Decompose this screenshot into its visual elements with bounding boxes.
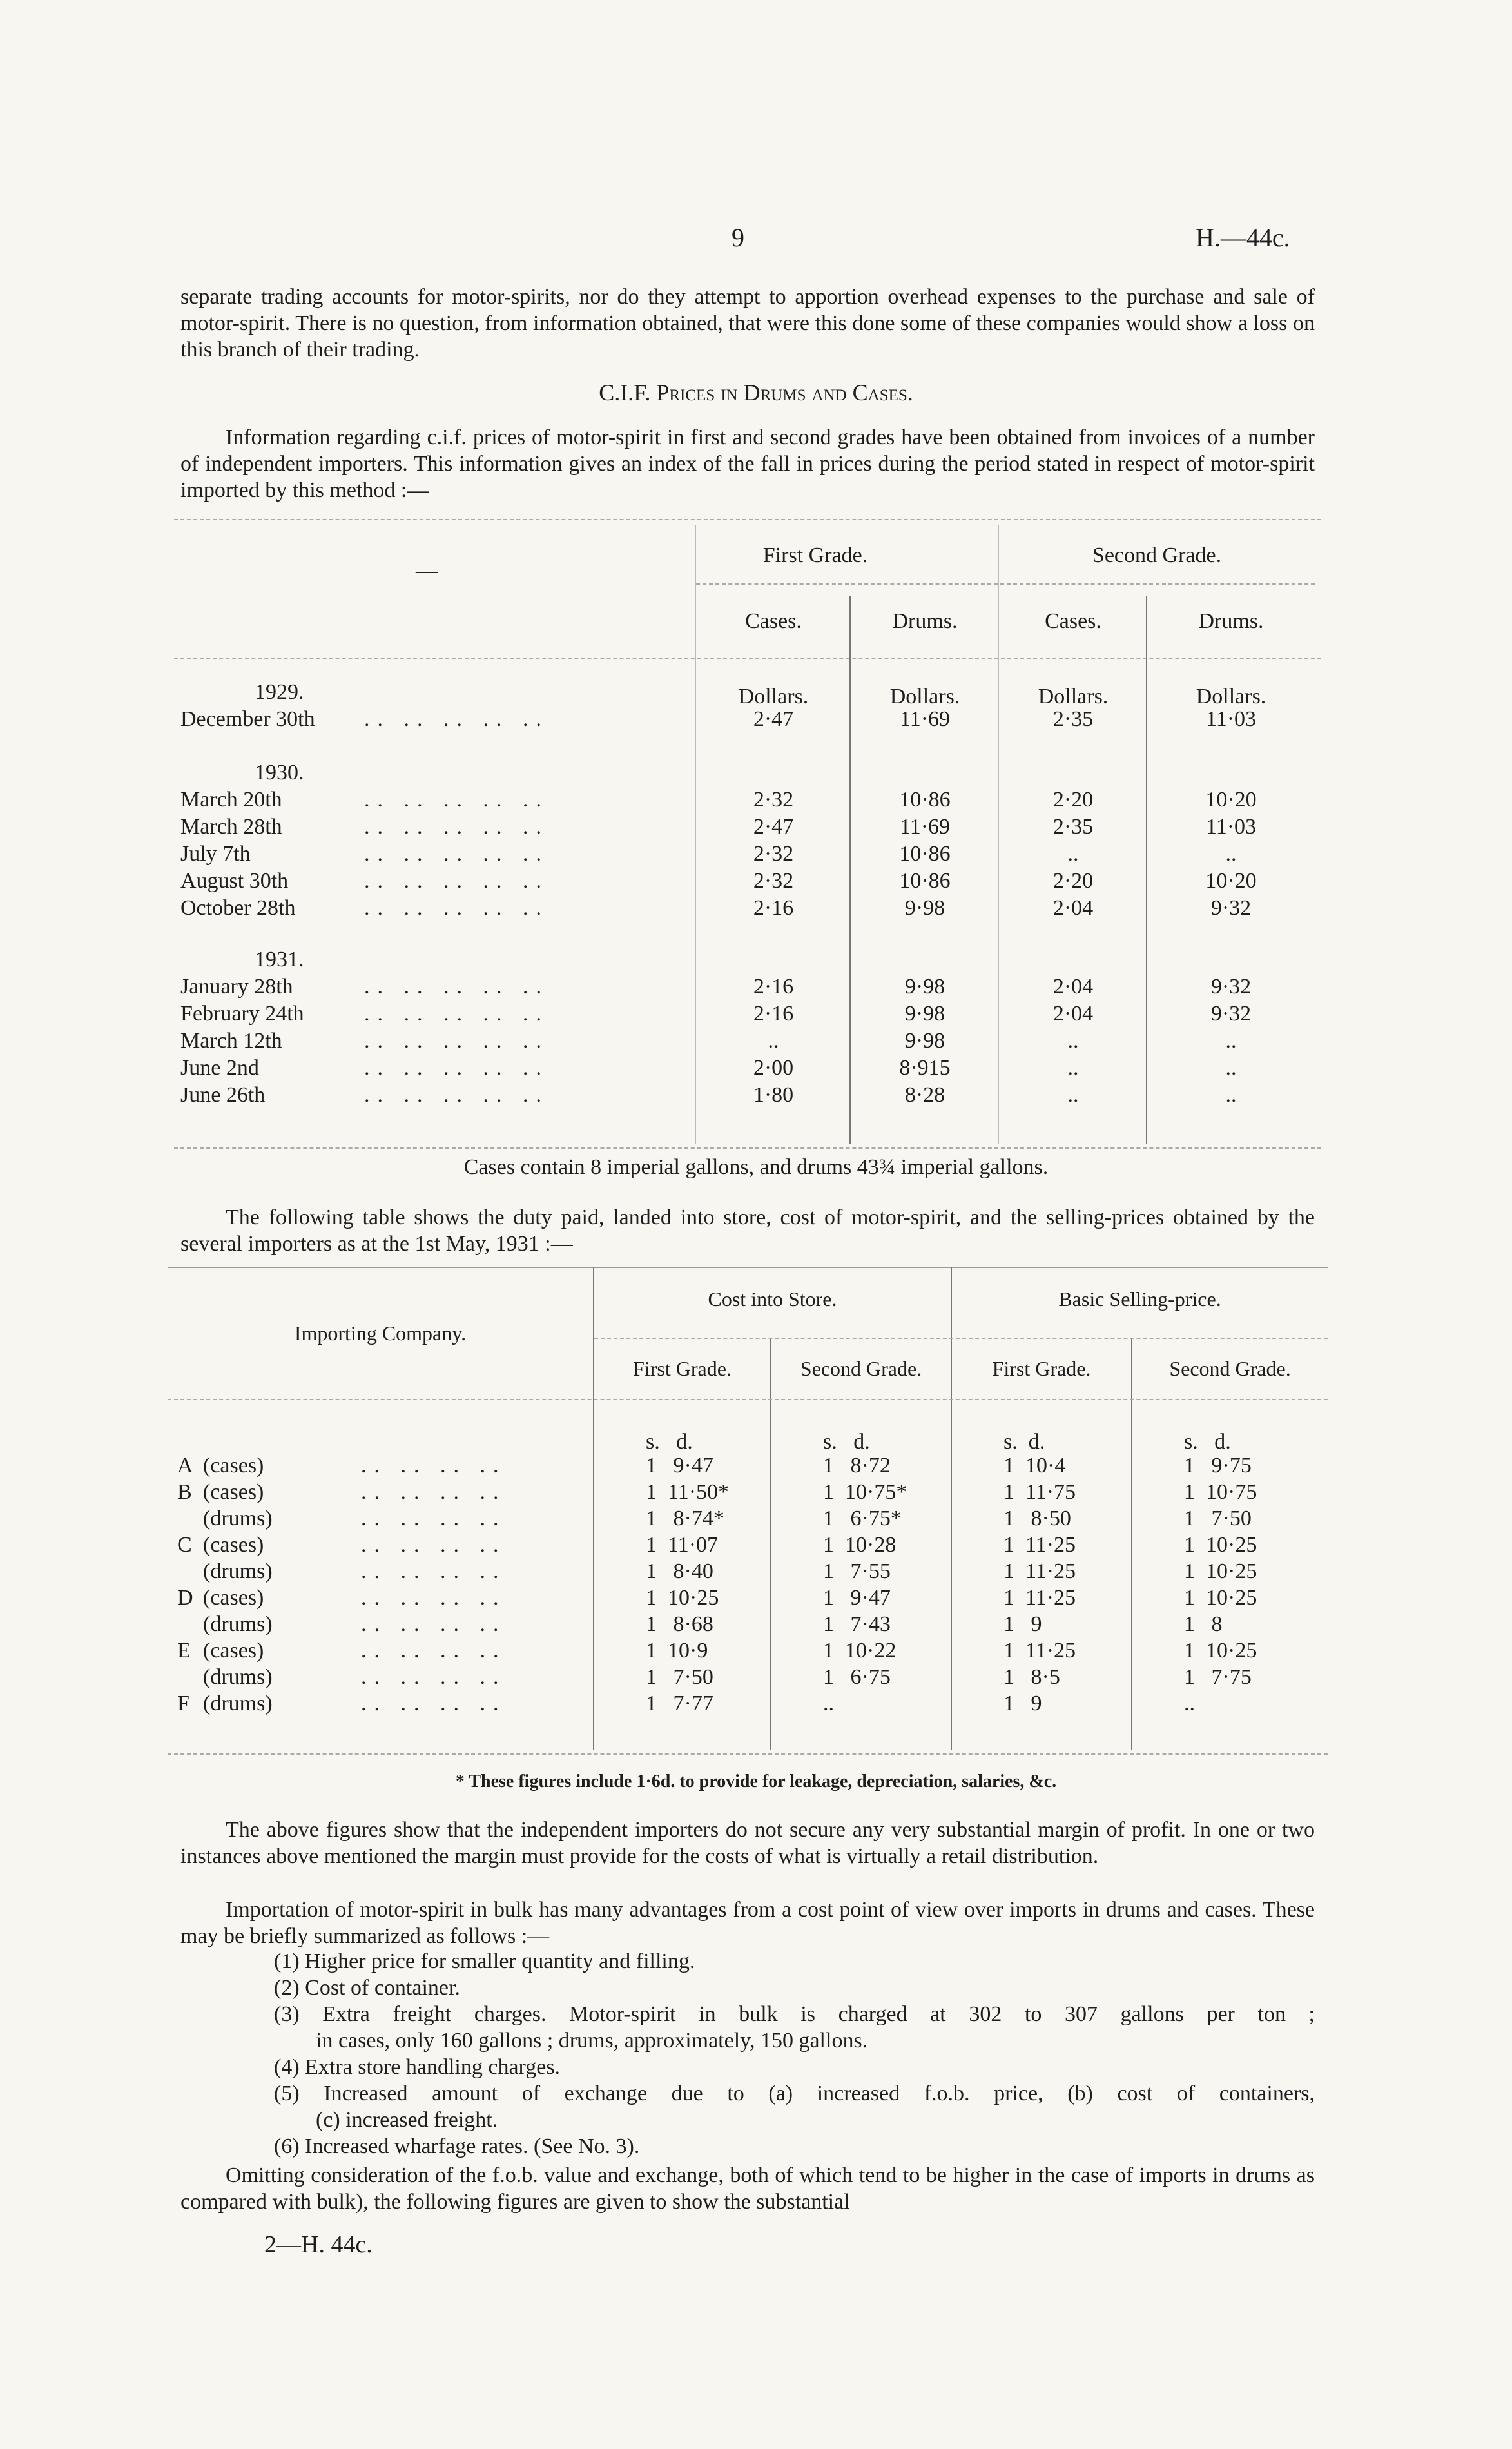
cell-value: 1 11·25 [1003,1533,1076,1557]
table2-group-header-selling: Basic Selling-price. [1058,1287,1221,1311]
table-row [180,1056,1321,1083]
cell-value: 1 8·72 [823,1454,891,1478]
cell-value: 1 8·5 [1003,1665,1060,1689]
cell-value: 10·86 [899,842,951,866]
cell-value: 1 7·77 [646,1692,713,1715]
leader-dots: .. .. .. .. [361,1507,507,1530]
row-label: February 24th [180,1002,304,1026]
leader-dots: .. .. .. .. .. [364,707,549,731]
intro-paragraph: separate trading accounts for motor-spirits, nor do they attempt to apportion overhead expenses to the purchase and sale of motor-spirit. There is no question, from information obtained, that were this done some of these companies would show a loss on this branch of their trading. [180,285,1315,362]
cell-value: .. [1067,1056,1079,1080]
leader-dots: .. .. .. .. [361,1665,507,1689]
row-label: March 28th [180,815,282,839]
list-item: (4) Extra store handling charges. [274,2055,561,2079]
table2-unit: s. d. [646,1430,693,1454]
table-row [180,1083,1321,1110]
cell-value: 1 9 [1003,1612,1042,1636]
cell-value: 1 6·75 [823,1665,891,1689]
list-item: (3) Extra freight charges. Motor-spirit in bulk is charged at 302 to 307 gallons per ton ; [274,2002,1315,2026]
cif-price-table [174,519,1321,1151]
cell-value: 8·28 [904,1083,945,1107]
table-row [168,1612,1328,1639]
leader-dots: .. .. .. .. .. [364,788,549,812]
cell-value: 1 9 [1003,1692,1042,1715]
cell-value: .. [1184,1692,1195,1715]
leader-dots: .. .. .. .. [361,1559,507,1583]
cell-value: 2·20 [1052,869,1094,893]
table1-group-header-first-grade: First Grade. [762,543,868,567]
leader-dots: .. .. .. .. .. [364,1029,549,1053]
leader-dots: .. .. .. .. .. [364,975,549,999]
table-row [168,1639,1328,1665]
table2-unit: s. d. [1184,1430,1231,1454]
cell-value: .. [1067,1029,1079,1053]
cell-value: 1 10·75* [823,1480,907,1504]
cell-value: 1 8 [1184,1612,1223,1636]
table-row [168,1559,1328,1586]
cell-value: 1 11·25 [1003,1586,1076,1610]
leader-dots: .. .. .. .. [361,1480,507,1504]
stub-dash: — [416,559,438,583]
table1-header-drums-1: Drums. [892,609,958,633]
cell-value: 9·32 [1210,1002,1252,1026]
leader-dots: .. .. .. .. .. [364,896,549,920]
cell-value: 1 10·4 [1003,1454,1066,1478]
leader-dots: .. .. .. .. [361,1454,507,1478]
package-kind: (drums) [203,1507,273,1530]
leader-dots: .. .. .. .. .. [364,869,549,893]
leader-dots: .. .. .. .. [361,1533,507,1557]
company-letter: E [177,1639,191,1663]
cell-value: 9·98 [904,1029,945,1053]
table-row [168,1692,1328,1718]
package-kind: (cases) [203,1586,264,1610]
cell-value: 2·04 [1052,1002,1094,1026]
table1-header-drums-2: Drums. [1198,609,1264,633]
cell-value: 1 10·25 [1184,1559,1257,1583]
table-row [180,1029,1321,1056]
year-heading-1929: 1929. [255,680,304,704]
cell-value: 1 10·22 [823,1639,897,1663]
page-number: 9 [732,223,744,252]
list-item-continuation: (c) increased freight. [316,2108,498,2132]
row-label: December 30th [180,707,315,731]
table-row [168,1586,1328,1612]
cell-value: 2·32 [753,842,794,866]
cell-value: 1 11·50* [646,1480,730,1504]
leader-dots: .. .. .. .. .. [364,1083,549,1107]
company-letter: F [177,1692,189,1715]
cell-value: 11·69 [899,707,951,731]
package-kind: (drums) [203,1692,273,1715]
leader-dots: .. .. .. .. [361,1639,507,1663]
cell-value: 1 7·75 [1184,1665,1252,1689]
cell-value: 9·32 [1210,896,1252,920]
cell-value: 2·35 [1052,707,1094,731]
table-row [168,1507,1328,1533]
cell-value: .. [823,1692,834,1715]
table-row [180,869,1321,896]
cell-value: 2·16 [753,975,794,999]
row-label: August 30th [180,869,289,893]
cell-value: 1 10·75 [1184,1480,1257,1504]
table2-group-header-cost: Cost into Store. [708,1287,837,1311]
selling-price-paragraph: The following table shows the duty paid, landed into store, cost of motor-spirit, and the selling-prices obtained by the several importers as at the 1st May, 1931 :— [180,1205,1315,1256]
table2-sub-header: First Grade. [633,1357,732,1380]
row-label: June 26th [180,1083,266,1107]
package-kind: (cases) [203,1533,264,1557]
company-letter: C [177,1533,192,1557]
bulk-import-paragraph: Importation of motor-spirit in bulk has many advantages from a cost point of view over imports in drums and cases. These may be briefly summarized as follows :— [180,1898,1315,1948]
table-row [168,1480,1328,1507]
leader-dots: .. .. .. .. [361,1586,507,1610]
cell-value: 2·16 [753,896,794,920]
cell-value: 10·20 [1205,788,1257,812]
cell-value: 2·47 [753,707,794,731]
cell-value: 1 8·40 [646,1559,713,1583]
table1-unit: Dollars. [1038,685,1109,708]
cell-value: 2·04 [1052,896,1094,920]
list-item-continuation: in cases, only 160 gallons ; drums, approximately, 150 gallons. [316,2029,868,2053]
cell-value: 1·80 [753,1083,794,1107]
company-letter: D [177,1586,193,1610]
package-kind: (cases) [203,1639,264,1663]
package-kind: (drums) [203,1612,273,1636]
company-letter: A [177,1454,193,1478]
cell-value: 1 11·75 [1003,1480,1076,1504]
cell-value: 10·86 [899,788,951,812]
cell-value: 11·69 [899,815,951,839]
signature-mark: 2—H. 44c. [264,2231,373,2258]
cell-value: .. [1067,1083,1079,1107]
table-row [180,707,1321,734]
cell-value: 10·86 [899,869,951,893]
list-item: (2) Cost of container. [274,1976,460,2000]
table2-unit: s. d. [823,1430,870,1454]
row-label: June 2nd [180,1056,259,1080]
cell-value: 1 10·25 [1184,1533,1257,1557]
cell-value: .. [1067,842,1079,866]
cell-value: 9·98 [904,1002,945,1026]
package-kind: (cases) [203,1454,264,1478]
leader-dots: .. .. .. .. .. [364,842,549,866]
cell-value: .. [768,1029,779,1053]
table2-footnote: * These figures include 1·6d. to provide for leakage, depreciation, salaries, &c. [455,1771,1057,1791]
document-reference: H.—44c. [1196,223,1290,252]
cell-value: 1 8·68 [646,1612,713,1636]
package-kind: (drums) [203,1559,273,1583]
cell-value: 1 11·07 [646,1533,719,1557]
cell-value: 11·03 [1205,815,1257,839]
cell-value: 11·03 [1205,707,1257,731]
cell-value: 1 10·25 [646,1586,719,1610]
leader-dots: .. .. .. .. [361,1692,507,1715]
leader-dots: .. .. .. .. .. [364,1056,549,1080]
list-item: (6) Increased wharfage rates. (See No. 3). [274,2134,640,2158]
cell-value: 9·32 [1210,975,1252,999]
cell-value: 8·915 [899,1056,951,1080]
table1-unit: Dollars. [1196,685,1266,708]
cell-value: 1 9·47 [646,1454,713,1478]
table-row [168,1665,1328,1692]
leader-dots: .. .. .. .. .. [364,815,549,839]
cell-value: 1 9·75 [1184,1454,1252,1478]
cell-value: 9·98 [904,896,945,920]
section-heading-cif-prices: C.I.F. Prices in Drums and Cases. [599,380,913,405]
year-heading-1931: 1931. [255,948,304,971]
package-kind: (cases) [203,1480,264,1504]
row-label: January 28th [180,975,293,999]
table-row [180,975,1321,1002]
cell-value: 1 8·50 [1003,1507,1071,1530]
cell-value: 1 7·55 [823,1559,891,1583]
cell-value: .. [1225,842,1237,866]
row-label: March 20th [180,788,282,812]
cell-value: 10·20 [1205,869,1257,893]
cell-value: .. [1225,1056,1237,1080]
cell-value: 2·00 [753,1056,794,1080]
leader-dots: .. .. .. .. [361,1612,507,1636]
table2-unit: s. d. [1003,1430,1045,1454]
company-letter: B [177,1480,192,1504]
closing-paragraph: Omitting consideration of the f.o.b. value and exchange, both of which tend to be higher in the case of imports in drums as compared with bulk), the following figures are given to show the substantial [180,2163,1315,2214]
cell-value: 1 10·28 [823,1533,897,1557]
table-row [180,815,1321,842]
table-row [180,896,1321,923]
cell-value: 2·16 [753,1002,794,1026]
cell-value: 2·04 [1052,975,1094,999]
cell-value: 1 11·25 [1003,1559,1076,1583]
table2-sub-header: First Grade. [992,1357,1091,1380]
cell-value: 1 7·50 [1184,1507,1252,1530]
cell-value: 2·32 [753,869,794,893]
table-row [180,788,1321,815]
cell-value: 1 7·43 [823,1612,891,1636]
cell-value: 1 11·25 [1003,1639,1076,1663]
table-row [168,1454,1328,1480]
row-label: March 12th [180,1029,282,1053]
cell-value: 2·32 [753,788,794,812]
cell-value: .. [1225,1083,1237,1107]
table1-footnote: Cases contain 8 imperial gallons, and drums 43¾ imperial gallons. [463,1155,1049,1179]
cell-value: 1 10·25 [1184,1586,1257,1610]
year-heading-1930: 1930. [255,761,304,785]
cell-value: 2·35 [1052,815,1094,839]
cell-value: 9·98 [904,975,945,999]
table-row [180,1002,1321,1029]
cell-value: 1 6·75* [823,1507,902,1530]
cell-value: 1 9·47 [823,1586,891,1610]
table1-group-header-second-grade: Second Grade. [1092,543,1222,567]
cell-value: 2·47 [753,815,794,839]
table1-unit: Dollars. [738,685,809,708]
list-item: (5) Increased amount of exchange due to (a) increased f.o.b. price, (b) cost of containers, [274,2082,1315,2105]
cif-prices-paragraph: Information regarding c.i.f. prices of motor-spirit in first and second grades have been obtained from invoices of a number of independent importers. This information gives an index of the fall in prices during the period stated in respect of motor-spirit imported by this method :— [180,425,1315,502]
table-row [180,842,1321,869]
cell-value: .. [1225,1029,1237,1053]
margin-paragraph: The above figures show that the independent importers do not secure any very substantial margin of profit. In one or two instances above mentioned the margin must provide for the costs of what is virtually a retail distribution. [180,1818,1315,1868]
table1-unit: Dollars. [889,685,960,708]
row-label: July 7th [180,842,251,866]
table-row [168,1533,1328,1559]
cell-value: 1 10·9 [646,1639,708,1663]
cell-value: 2·20 [1052,788,1094,812]
table1-header-cases-2: Cases. [1045,609,1101,633]
cell-value: 1 10·25 [1184,1639,1257,1663]
cell-value: 1 8·74* [646,1507,724,1530]
cost-selling-price-table [168,1267,1328,1763]
table2-stub-header: Importing Company. [294,1322,467,1345]
table2-sub-header: Second Grade. [1169,1357,1291,1380]
list-item: (1) Higher price for smaller quantity and filling. [274,1949,695,1973]
package-kind: (drums) [203,1665,273,1689]
cell-value: 1 7·50 [646,1665,713,1689]
leader-dots: .. .. .. .. .. [364,1002,549,1026]
table2-sub-header: Second Grade. [800,1357,922,1380]
row-label: October 28th [180,896,296,920]
table1-header-cases-1: Cases. [745,609,802,633]
